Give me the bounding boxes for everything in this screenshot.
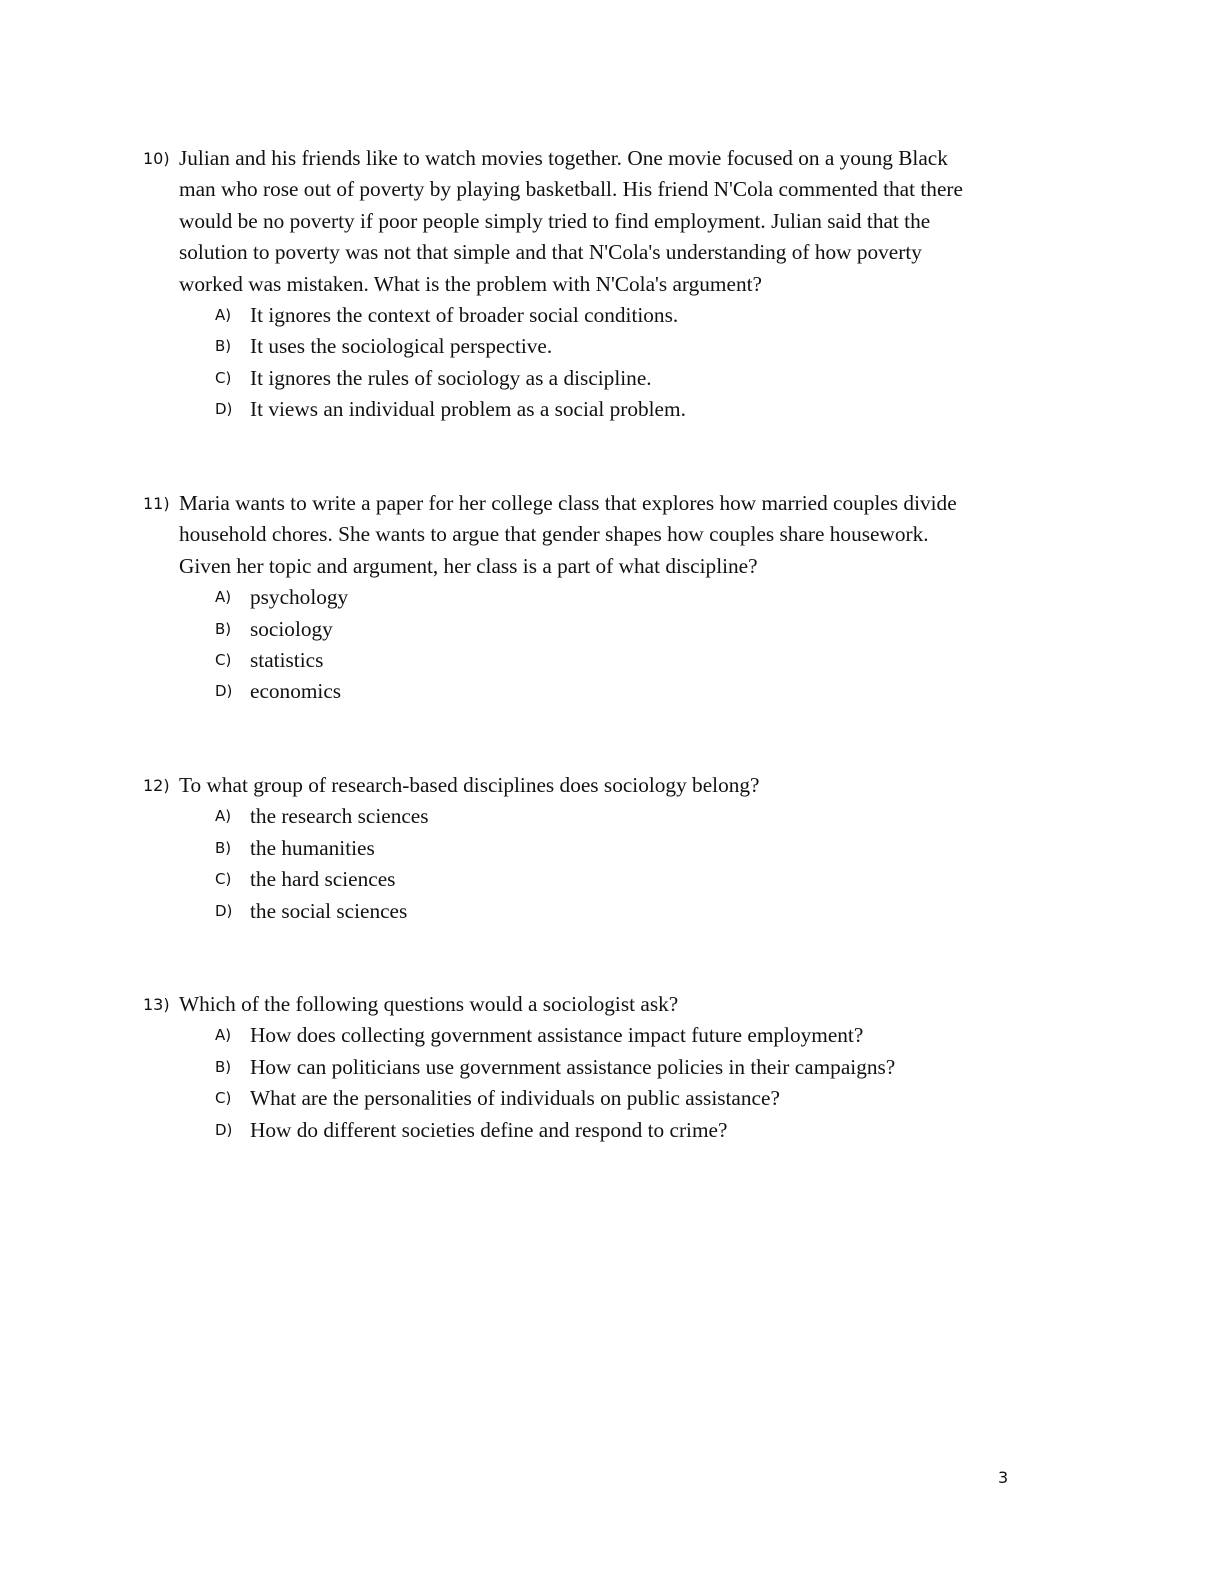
option-text: psychology xyxy=(250,585,349,610)
answer-option xyxy=(215,801,1083,832)
answer-options xyxy=(215,300,1083,426)
question-text-line: To what group of research-based disciplines does sociology belong? xyxy=(179,773,760,797)
option-label: C) xyxy=(215,870,232,889)
answer-option xyxy=(215,300,1083,331)
question-number: 10) xyxy=(143,149,170,168)
question-text-line: would be no poverty if poor people simply tried to find employment. Julian said that the xyxy=(179,208,931,233)
question-text-line: Given her topic and argument, her class is a part of what discipline? xyxy=(179,553,758,578)
option-text: the research sciences xyxy=(250,804,429,829)
answer-option xyxy=(215,676,1083,707)
option-label: B) xyxy=(215,1057,232,1076)
answer-option xyxy=(215,864,1083,895)
option-text: the hard sciences xyxy=(250,867,396,892)
question-12 xyxy=(143,770,1083,927)
option-text: It views an individual problem as a social problem. xyxy=(250,397,686,422)
answer-option xyxy=(215,331,1083,362)
answer-option xyxy=(215,1115,1083,1146)
option-text: the humanities xyxy=(250,835,375,860)
option-label: D) xyxy=(215,901,233,920)
question-text-line: solution to poverty was not that simple and that N'Cola's understanding of how poverty xyxy=(179,240,922,265)
option-label: A) xyxy=(215,1026,232,1045)
answer-option xyxy=(215,394,1083,425)
option-label: D) xyxy=(215,1120,233,1139)
answer-options xyxy=(215,582,1083,708)
question-stem xyxy=(179,770,1083,801)
option-label: B) xyxy=(215,337,232,356)
question-stem xyxy=(179,488,1083,582)
option-label: B) xyxy=(215,838,232,857)
question-13 xyxy=(143,989,1083,1146)
question-text-line: Maria wants to write a paper for her college class that explores how married couples divide xyxy=(179,491,957,515)
option-label: B) xyxy=(215,619,232,638)
answer-option xyxy=(215,833,1083,864)
question-number: 12) xyxy=(143,776,170,795)
option-label: D) xyxy=(215,400,233,419)
question-number: 11) xyxy=(143,494,170,513)
option-text: sociology xyxy=(250,616,333,641)
question-stem xyxy=(179,989,1083,1020)
page-number: 3 xyxy=(998,1468,1009,1487)
option-text: It uses the sociological perspective. xyxy=(250,334,553,359)
option-text: It ignores the rules of sociology as a discipline. xyxy=(250,365,652,390)
question-10 xyxy=(143,143,1083,426)
option-text: How can politicians use government assistance policies in their campaigns? xyxy=(250,1054,896,1079)
option-text: statistics xyxy=(250,648,324,673)
option-text: What are the personalities of individuals on public assistance? xyxy=(250,1086,780,1111)
option-label: C) xyxy=(215,1089,232,1108)
option-label: A) xyxy=(215,588,232,607)
question-stem xyxy=(179,143,1083,300)
answer-option xyxy=(215,614,1083,645)
answer-option xyxy=(215,1052,1083,1083)
question-text-line: household chores. She wants to argue that gender shapes how couples share housework. xyxy=(179,522,929,547)
option-label: A) xyxy=(215,306,232,325)
answer-options xyxy=(215,801,1083,927)
question-number: 13) xyxy=(143,995,170,1014)
answer-option xyxy=(215,363,1083,394)
option-text: the social sciences xyxy=(250,898,408,923)
option-text: economics xyxy=(250,679,342,704)
answer-option xyxy=(215,1020,1083,1051)
option-label: A) xyxy=(215,807,232,826)
option-text: How does collecting government assistance impact future employment? xyxy=(250,1023,864,1048)
question-text-line: worked was mistaken. What is the problem with N'Cola's argument? xyxy=(179,271,762,296)
answer-option xyxy=(215,645,1083,676)
question-11 xyxy=(143,488,1083,708)
option-text: It ignores the context of broader social conditions. xyxy=(250,303,679,328)
option-label: C) xyxy=(215,368,232,387)
answer-option xyxy=(215,896,1083,927)
option-label: D) xyxy=(215,682,233,701)
answer-option xyxy=(215,582,1083,613)
question-text-line: man who rose out of poverty by playing basketball. His friend N'Cola commented that there xyxy=(179,177,963,202)
question-text-line: Julian and his friends like to watch movies together. One movie focused on a young Black xyxy=(179,146,948,170)
question-text-line: Which of the following questions would a sociologist ask? xyxy=(179,992,679,1016)
answer-options xyxy=(215,1020,1083,1146)
answer-option xyxy=(215,1083,1083,1114)
option-label: C) xyxy=(215,651,232,670)
option-text: How do different societies define and respond to crime? xyxy=(250,1117,728,1142)
